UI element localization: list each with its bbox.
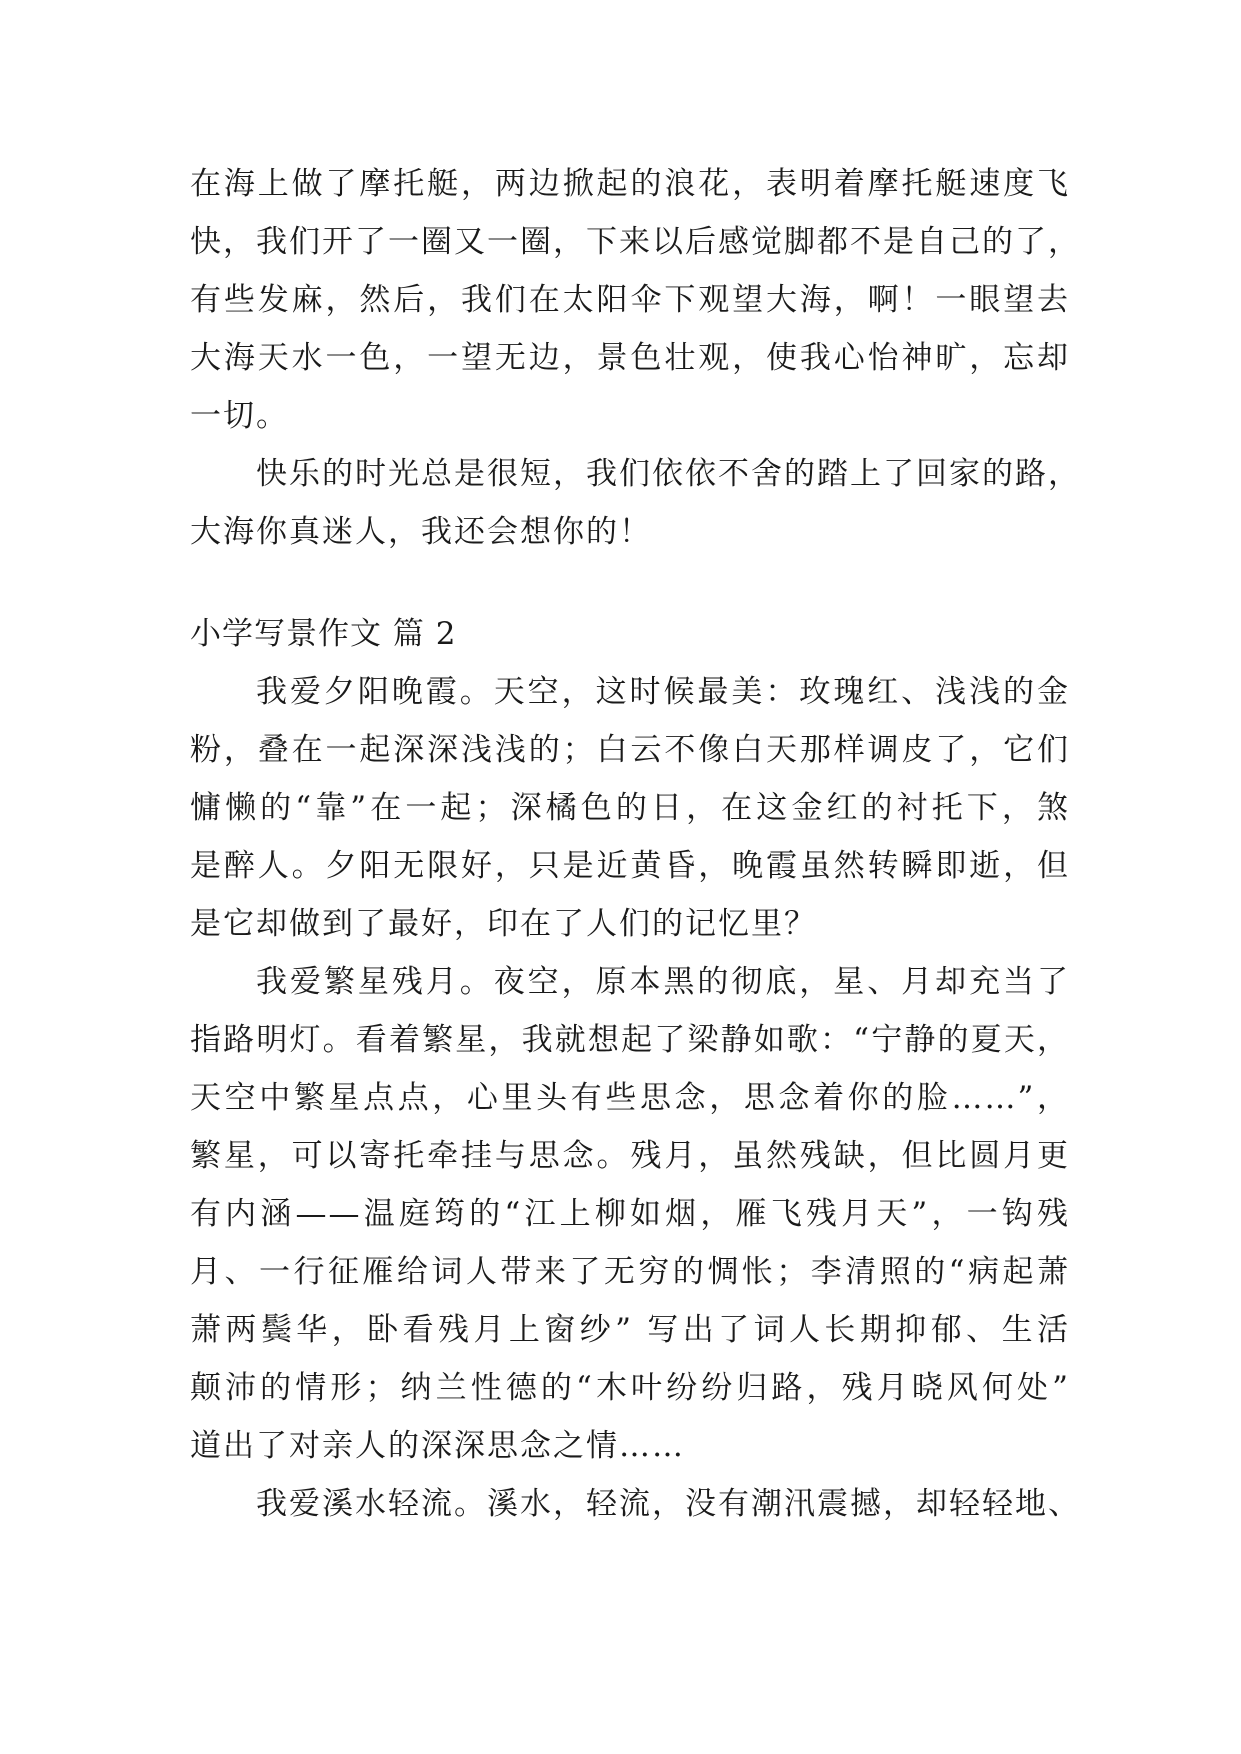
section-title: 小学写景作文 篇 2 (190, 616, 457, 652)
text-line: 繁星，可以寄托牵挂与思念。残月，虽然残缺，但比圆月更 (190, 1138, 1070, 1174)
text-line: 慵懒的“靠”在一起；深橘色的日，在这金红的衬托下，煞 (190, 790, 1070, 826)
text-line: 是它却做到了最好，印在了人们的记忆里？ (190, 906, 817, 942)
text-line: 快乐的时光总是很短，我们依依不舍的踏上了回家的路， (256, 456, 1081, 492)
text-line: 大海天水一色，一望无边，景色壮观，使我心怡神旷，忘却 (190, 340, 1070, 376)
text-line: 有内涵——温庭筠的“江上柳如烟，雁飞残月天”，一钩残 (190, 1196, 1070, 1232)
paragraph (190, 663, 1070, 953)
text-line: 我爱溪水轻流。溪水，轻流，没有潮汛震撼，却轻轻地、 (256, 1486, 1081, 1522)
text-line: 是醉人。夕阳无限好，只是近黄昏，晚霞虽然转瞬即逝，但 (190, 848, 1070, 884)
text-line: 我爱繁星残月。夜空，原本黑的彻底，星、月却充当了 (256, 964, 1070, 1000)
text-line: 天空中繁星点点，心里头有些思念，思念着你的脸……”， (190, 1080, 1070, 1116)
text-line: 月、一行征雁给词人带来了无穷的惆怅；李清照的“病起萧 (190, 1254, 1070, 1290)
text-line: 一切。 (190, 398, 289, 434)
text-line: 粉，叠在一起深深浅浅的；白云不像白天那样调皮了，它们 (190, 732, 1070, 768)
paragraph (190, 1475, 1081, 1533)
text-line: 萧两鬓华，卧看残月上窗纱” 写出了词人长期抑郁、生活 (190, 1312, 1070, 1348)
text-line: 大海你真迷人，我还会想你的！ (190, 514, 652, 550)
text-line: 道出了对亲人的深深思念之情…… (190, 1428, 685, 1464)
text-line: 快，我们开了一圈又一圈，下来以后感觉脚都不是自己的了， (190, 224, 1081, 260)
text-line: 有些发麻，然后，我们在太阳伞下观望大海，啊！一眼望去 (190, 282, 1070, 318)
text-line: 在海上做了摩托艇，两边掀起的浪花，表明着摩托艇速度飞 (190, 166, 1070, 202)
text-line: 颠沛的情形；纳兰性德的“木叶纷纷归路，残月晓风何处” (190, 1370, 1070, 1406)
paragraph (190, 155, 1081, 445)
paragraph (190, 445, 1081, 561)
text-line: 指路明灯。看着繁星，我就想起了梁静如歌：“宁静的夏天， (190, 1022, 1070, 1058)
text-line: 我爱夕阳晚霞。天空，这时候最美：玫瑰红、浅浅的金 (256, 674, 1070, 710)
paragraph (190, 953, 1070, 1475)
document-body (190, 155, 1081, 1533)
